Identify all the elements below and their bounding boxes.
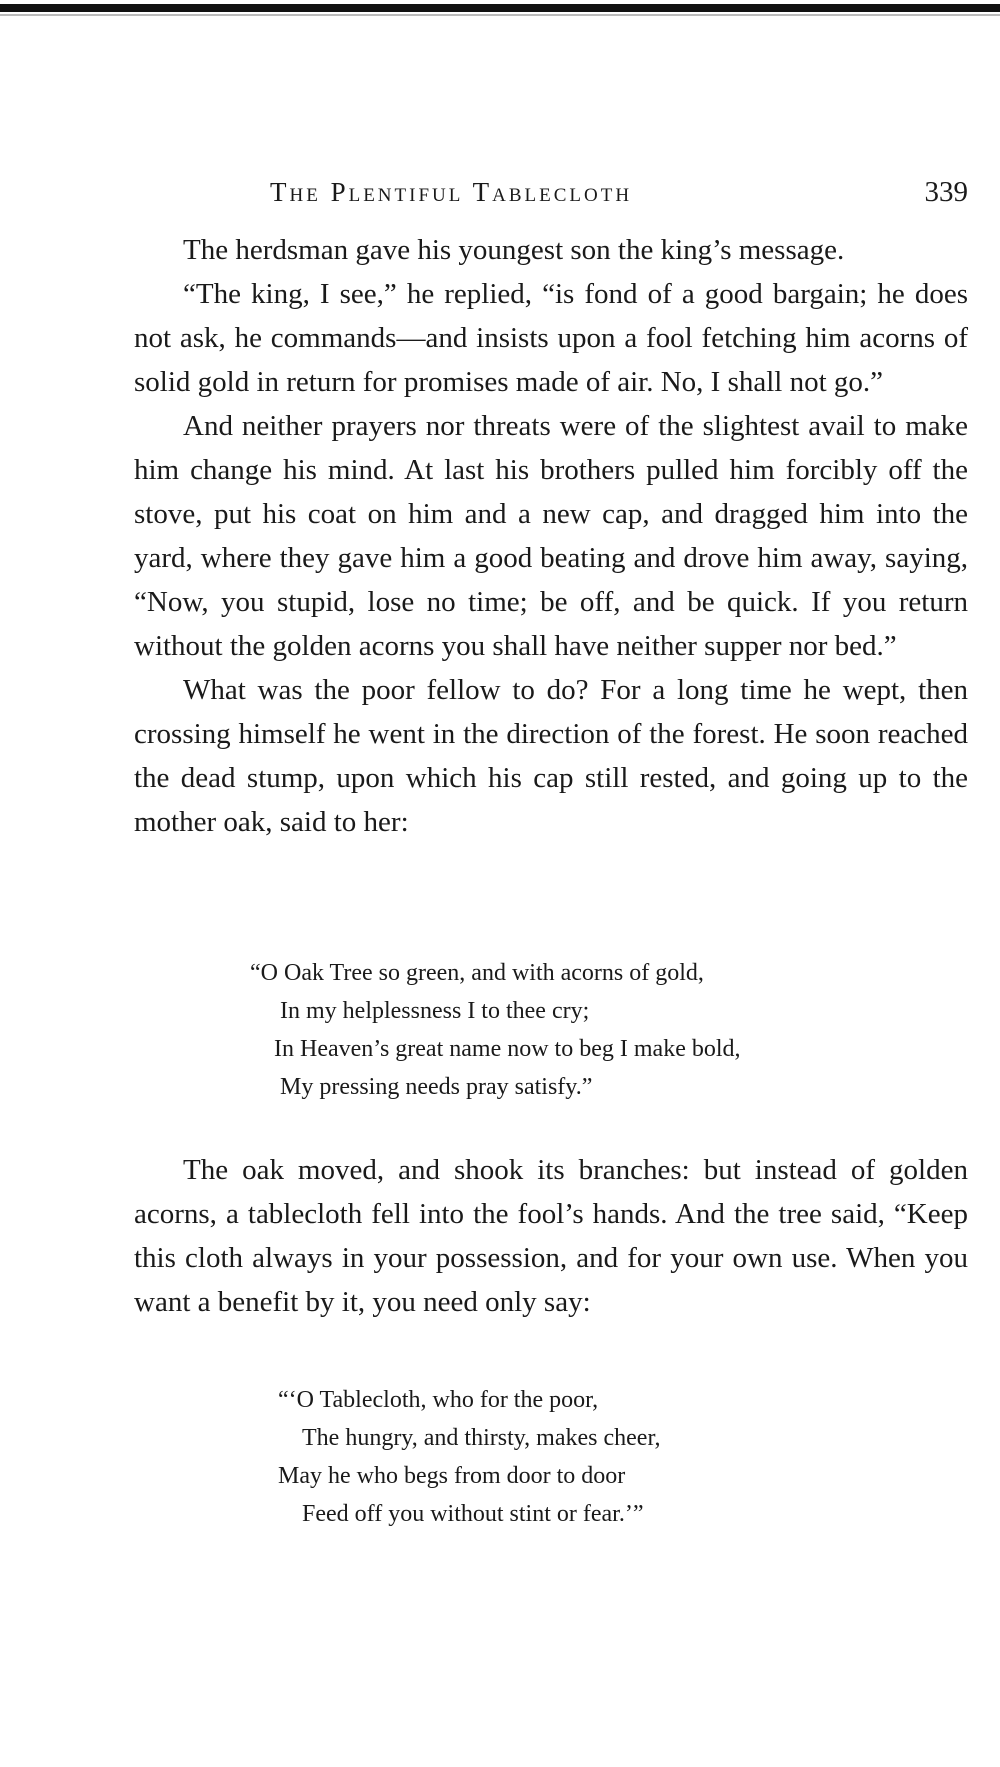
top-edge-rule: [0, 4, 1000, 12]
verse-line: “‘O Tablecloth, who for the poor,: [278, 1387, 599, 1413]
verse-line: Feed off you without stint or fear.’”: [302, 1501, 644, 1527]
paragraph: The oak moved, and shook its branches: but instead of golden acorns, a tablecloth fell into the fool’s hands. And the tree said, “Keep this cloth always in your possession, and for your own use. When you want a benefit by it, you need only say:: [134, 1154, 968, 1318]
running-head-title: The Plentiful Tablecloth: [270, 177, 633, 207]
page-number: 339: [924, 176, 968, 208]
verse-line: In my helplessness I to thee cry;: [280, 998, 590, 1024]
verse-oak-tree: [250, 954, 741, 1106]
verse-line: My pressing needs pray satisfy.”: [280, 1074, 593, 1100]
paragraph: What was the poor fellow to do? For a long time he wept, then crossing himself he went in the direction of the forest. He soon reached the dead stump, upon which his cap still rested, and going up to the mother oak, said to her:: [134, 674, 968, 838]
verse-line: In Heaven’s great name now to beg I make bold,: [274, 1036, 741, 1062]
paragraph: “The king, I see,” he replied, “is fond of a good bargain; he does not ask, he commands—and insists upon a fool fetching him acorns of solid gold in return for promises made of air. No, I shall not go.”: [134, 278, 968, 398]
running-head: [134, 170, 968, 214]
verse-tablecloth: [278, 1381, 660, 1533]
paragraph: And neither prayers nor threats were of the slightest avail to make him change his mind. At last his brothers pulled him forcibly off the stove, put his coat on him and a new cap, and dragged him into the yard, where they gave him a good beating and drove him away, saying, “Now, you stupid, lose no time; be off, and be quick. If you return without the golden acorns you shall have neither supper nor bed.”: [134, 410, 968, 662]
verse-line: The hungry, and thirsty, makes cheer,: [302, 1425, 661, 1451]
verse-line: “O Oak Tree so green, and with acorns of gold,: [250, 960, 704, 986]
paragraph: The herdsman gave his youngest son the king’s message.: [183, 234, 845, 266]
body-text-bottom: [134, 1148, 968, 1324]
body-text-top: [134, 228, 968, 844]
top-edge-shadow: [0, 14, 1000, 16]
verse-line: May he who begs from door to door: [278, 1463, 626, 1489]
